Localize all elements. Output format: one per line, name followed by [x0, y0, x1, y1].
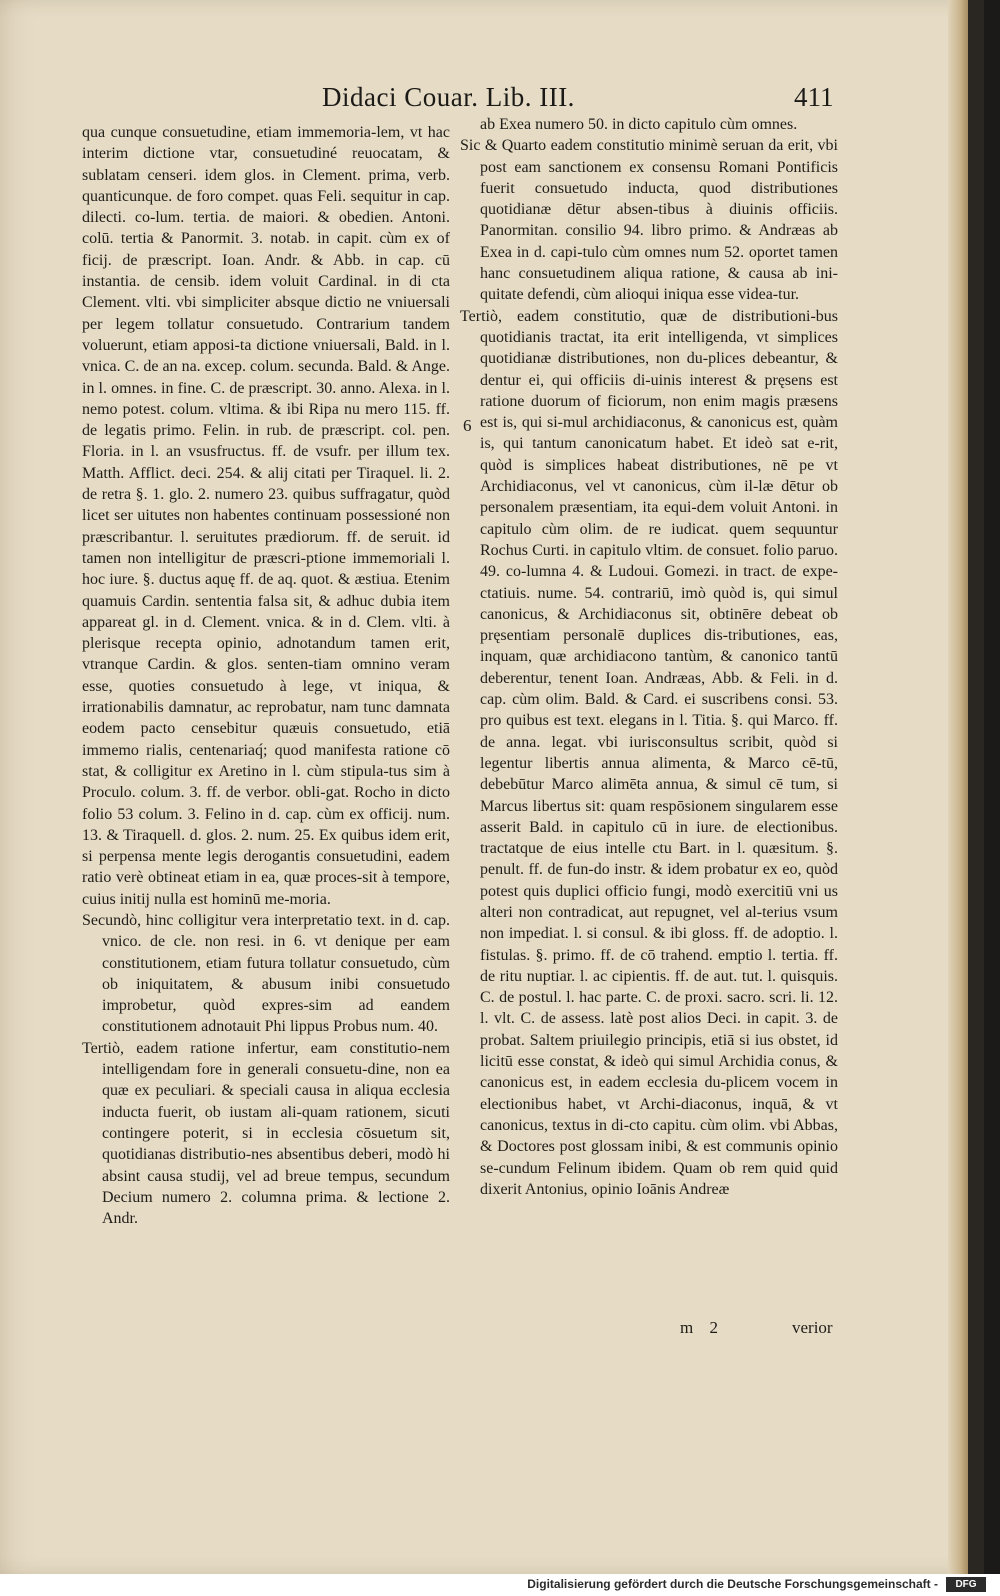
footer-credit: Digitalisierung gefördert durch die Deutsche Forschungsgemeinschaft -: [527, 1577, 938, 1591]
digitization-footer: [0, 1574, 1000, 1596]
right-column: [460, 114, 838, 1200]
left-paragraph-1: qua cunque consuetudine, etiam immemoria-lem, vt hac interim dictione vtar, consuetudiné reuocatam, & sublatam censeri. idem glos. in Clement. prima, verb. quanticunque. de foro compet. quas Feli. sequitur in cap. dilecti. co-lum. tertia. de maiori. & obedien. Antoni. colū. tertia & Panormit. 3. notab. in capit. cùm ex of ficij. de præscript. Ioan. Andr. & Abb. in cap. cū instantia. de censib. idem voluit Cardinal. in di cta Clement. vlti. vbi simpliciter absque dictio ne vniuersali per legem tollatur consuetudo. Contrarium tandem voluerunt, etiam apposi-ta dictione vniuersali, Bald. in l. vnica. C. de an na. excep. colum. secunda. Bald. & Ange. in l. omnes. in fine. C. de præscript. 30. anno. Alexa. in l. nemo potest. colum. vltima. & ibi Ripa nu mero 115. ff. de legatis primo. Felin. in rub. de præscript. col. pen. Floria. in l. an vsusfructus. ff. de vsufr. per illum tex. Matth. Afflict. deci. 254. & alij citati per Tiraquel. li. 2. de retra §. 1. glo. 2. numero 23. quibus suffragatur, quòd licet ser uitutes non habentes continuam possessioné non præscribantur. l. seruitutes prædiorum. ff. de seruit. id tamen non intelligitur de præscri-ptione immemoriali l. hoc iure. §. ductus aquę ff. de aq. quot. & æstiua. Etenim quamuis Cardin. sententia falsa sit, & adhuc dubia item appareat gl. in d. Clement. vnica. & in d. Clem. vlti. à plerisque recepta opinio, adnotandum tamen erit, vtranque Cardin. & glos. senten-tiam omnino veram esse, quoties consuetudo à lege, vt iniqua, & irrationabilis damnatur, ac reprobatur, nam tunc damnata eodem pacto censebitur quæuis consuetudo, etiā immemo rialis, centenariaq́; quod manifesta ratione cō stat, & colligitur ex Aretino in l. cùm stipula-tus sim à Proculo. colum. 3. ff. de verbor. obli-gat. Rocho in dicto folio 53 colum. 3. Felino in d. cap. cùm ex officij. num. 13. & Tiraquell. d. glos. 2. num. 25. Ex quibus idem erit, si perpensa mente legis derogantis consuetudini, eadem ratio verè obtineat etiam in ea, quæ proces-sit à tempore, cuius initij nulla est hominū me-moria.: [82, 124, 450, 908]
signature-mark: m 2: [680, 1318, 724, 1337]
scan-border: [968, 0, 984, 1574]
dfg-logo-icon: DFG: [946, 1577, 986, 1592]
right-paragraph-3: Tertiò, eadem constitutio, quæ de distributioni-bus quotidianis tractat, ita erit intelligenda, vt simplices quotidianæ distributiones, non du-plices debeantur, & dentur ei, qui officiis di-uinis interest & pręsens est ratione duorum of ficiorum, non enim magis præsens est is, qui si-mul archidiaconus, & canonicus est, quàm is, qui tantum canonicatum habet. Et ideò sat e-rit, quòd is simplices habeat distributiones, nē pe vt Archidiaconus, vel vt canonicus, cùm il-læ dētur ob personalem præsentiam, ita equi-dem voluit Antoni. in capitulo cùm olim. de re iudicat. quem sequuntur Rochus Curti. in capitulo vltim. de consuet. folio paruo. 49. co-lumna 4. & Ludoui. Gomezi. in tract. de expe-ctatiuis. nume. 54. contrariū, imò quòd is, qui simul canonicus, & Archidiaconus sit, obtinēre debeat ob pręsentiam personalē duplices dis-tributiones, eas, inquam, quæ archidiacono tantùm, & canonico tantū deberentur, tenent Ioan. Andræas, Abb. & Feli. in d. cap. cùm olim. Bald. & Card. ei suscribens consi. 53. pro quibus est text. elegans in l. Titia. §. qui Marco. ff. de anna. legat. vbi iurisconsultus scribit, quòd si legentur libertis annua alimenta, & Marco cē-tū, debebūtur Marco alimēta annua, & simul cē tum, si Marcus libertus sit: quam respōsionem singularem esse asserit Bald. in capitulo cū in iure. de electionibus. tractatque de eius intelle ctu Bart. in l. quæsitum. §. penult. ff. de fun-do instr. & idem probatur ex eo, quòd potest quis duplici officio fungi, modò exercitiū vni us alteri non contradicat, aut repugnet, vel al-terius vsum non impediat. l. si consul. & ibi gloss. ff. de adoptio. l. fistulas. §. primo. ff. de cō trahend. emptio l. tertia. ff. de ritu nuptiar. l. ac cipientis. ff. de aut. tut. l. quisquis. C. de postul. l. hac parte. C. de proxi. sacro. scri. li. 12. l. vlt. C. de assess. latè post alios Deci. in capit. 3. de probat. Saltem priuilegio principis, etiā si ius obstet, id licitū esse constat, & ideò qui simul Archidia conus, & canonicus est, in eadem ecclesia du-plicem vocem in electionibus habet, vt Archi-diaconus, inquā, & vt canonicus, textus in di-cto capitu. cùm olim. vbi Abbas, & Doctores post glossam inibi, & est communis opinio se-cundum Felinum ibidem. Quam ob rem quid quid dixerit Antonius, opinio Ioānis Andreæ: [460, 307, 838, 1198]
left-column: [82, 122, 450, 1229]
page-edge: [948, 0, 968, 1574]
folio-number: 411: [794, 82, 834, 112]
margin-number: 6: [463, 416, 472, 435]
left-paragraph-3: Tertiò, eadem ratione infertur, eam constitutio-nem intelligendam fore in generali consuetu-dine, non ea quæ ex peculiari. & speciali causa in aliqua ecclesia inducta fuerit, ob iustam ali-quam rationem, sicuti contingere poterit, si in ecclesia cōsuetum sit, quotidianas distributio-nes absentibus deberi, modò hi absint causa studij, vel ad breue tempus, secundum Decium numero 2. columna prima. & lectione 2. Andr.: [82, 1039, 450, 1228]
running-head: Didaci Couar. Lib. III.: [322, 82, 575, 112]
catchword: verior: [792, 1318, 833, 1337]
right-paragraph-1: ab Exea numero 50. in dicto capitulo cùm omnes.: [480, 116, 798, 133]
right-paragraph-2: Sic & Quarto eadem constitutio minimè seruan da erit, vbi post eam sanctionem ex consensu Romani Pontificis fuerit consuetudo inducta, quod distributiones quotidianæ dētur absen-tibus à diuinis officiis. Panormitan. consilio 94. libro primo. & Andræas ab Exea in d. capi-tulo cùm omnes num 52. oportet tamen hanc consuetudinem aliqua ratione, & causa ab ini-quitate defendi, cùm alioqui iniqua esse videa-tur.: [460, 137, 838, 304]
left-paragraph-2: Secundò, hinc colligitur vera interpretatio text. in d. cap. vnico. de cle. non resi. in 6. vt denique per eam constitutionem, etiam futura tollatur consuetudo, cùm ob iniquitatem, & abusum inibi consuetudo improbetur, quòd expres-sim ad eandem constitutionem adnotauit Phi lippus Probus num. 40.: [82, 911, 450, 1036]
